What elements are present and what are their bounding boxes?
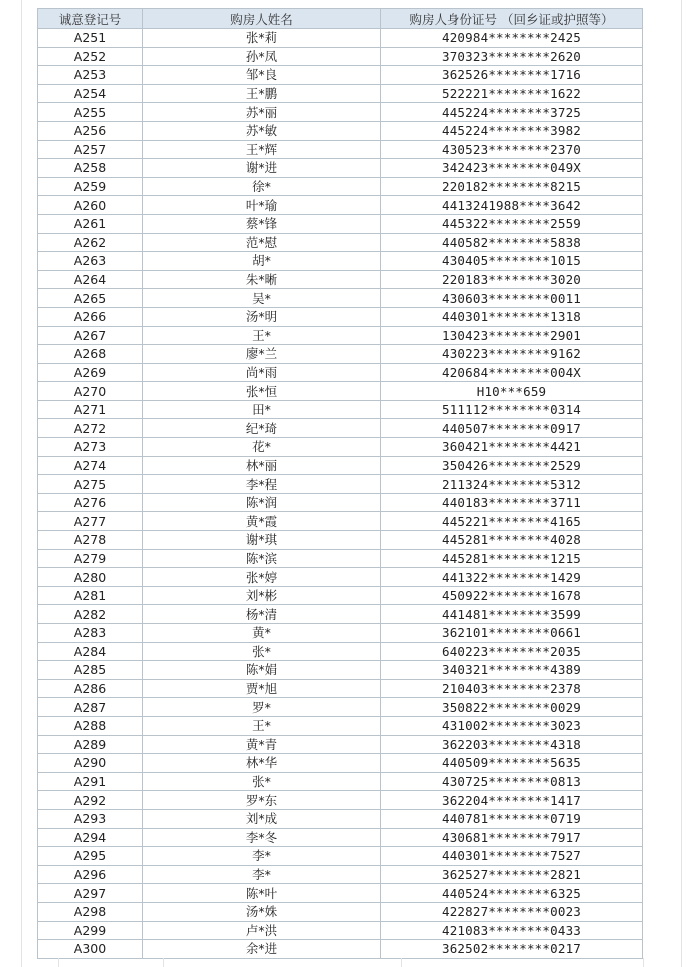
- registration-no-cell: A274: [38, 456, 143, 475]
- id-number-cell: 210403********2378: [381, 679, 643, 698]
- id-number-cell: 220183********3020: [381, 270, 643, 289]
- column-divider: [401, 958, 402, 967]
- buyer-name-cell: 贾*旭: [143, 679, 381, 698]
- table-row: [38, 419, 643, 438]
- table-row: [38, 661, 643, 680]
- registration-no-cell: A296: [38, 865, 143, 884]
- registration-no-cell: A297: [38, 884, 143, 903]
- id-number-cell: 445322********2559: [381, 214, 643, 233]
- table-row: [38, 233, 643, 252]
- table-row: [38, 940, 643, 959]
- id-number-cell: 422827********0023: [381, 902, 643, 921]
- registration-no-cell: A264: [38, 270, 143, 289]
- buyer-name-cell: 黄*: [143, 624, 381, 643]
- table-row: [38, 270, 643, 289]
- registration-no-cell: A286: [38, 679, 143, 698]
- registration-no-cell: A272: [38, 419, 143, 438]
- table-row: [38, 307, 643, 326]
- table-row: [38, 400, 643, 419]
- table-row: [38, 103, 643, 122]
- table-row: [38, 456, 643, 475]
- buyer-name-cell: 张*恒: [143, 382, 381, 401]
- table-row: [38, 605, 643, 624]
- buyer-name-cell: 刘*彬: [143, 586, 381, 605]
- id-number-cell: 445224********3725: [381, 103, 643, 122]
- registration-no-cell: A255: [38, 103, 143, 122]
- registration-no-cell: A258: [38, 159, 143, 178]
- buyer-name-cell: 吴*: [143, 289, 381, 308]
- id-number-cell: 342423********049X: [381, 159, 643, 178]
- buyer-name-cell: 黄*霞: [143, 512, 381, 531]
- buyer-name-cell: 林*丽: [143, 456, 381, 475]
- table-row: [38, 549, 643, 568]
- table-row: [38, 735, 643, 754]
- id-number-cell: 420684********004X: [381, 363, 643, 382]
- table-row: [38, 196, 643, 215]
- registration-no-cell: A282: [38, 605, 143, 624]
- id-number-cell: 440582********5838: [381, 233, 643, 252]
- id-number-cell: 445221********4165: [381, 512, 643, 531]
- registration-no-cell: A259: [38, 177, 143, 196]
- table-row: [38, 698, 643, 717]
- id-number-cell: 370323********2620: [381, 47, 643, 66]
- header-id-number: 购房人身份证号 （回乡证或护照等）: [381, 9, 643, 29]
- table-row: [38, 475, 643, 494]
- id-number-cell: 445281********1215: [381, 549, 643, 568]
- registration-no-cell: A267: [38, 326, 143, 345]
- header-buyer-name: 购房人姓名: [143, 9, 381, 29]
- buyer-name-cell: 林*华: [143, 754, 381, 773]
- table-row: [38, 754, 643, 773]
- table-row: [38, 865, 643, 884]
- buyer-name-cell: 张*: [143, 642, 381, 661]
- id-number-cell: 362204********1417: [381, 791, 643, 810]
- registration-no-cell: A263: [38, 252, 143, 271]
- buyer-name-cell: 陈*滨: [143, 549, 381, 568]
- table-row: [38, 884, 643, 903]
- registration-no-cell: A251: [38, 29, 143, 48]
- buyer-name-cell: 罗*东: [143, 791, 381, 810]
- registration-no-cell: A279: [38, 549, 143, 568]
- table-row: [38, 326, 643, 345]
- id-number-cell: 211324********5312: [381, 475, 643, 494]
- table-row: [38, 791, 643, 810]
- buyer-name-cell: 邹*良: [143, 66, 381, 85]
- table-body: [38, 29, 643, 959]
- buyer-name-cell: 陈*娟: [143, 661, 381, 680]
- registration-no-cell: A285: [38, 661, 143, 680]
- table-row: [38, 382, 643, 401]
- table-row: [38, 531, 643, 550]
- buyer-name-cell: 孙*凤: [143, 47, 381, 66]
- buyer-name-cell: 陈*润: [143, 493, 381, 512]
- registration-no-cell: A252: [38, 47, 143, 66]
- buyer-name-cell: 张*莉: [143, 29, 381, 48]
- registration-no-cell: A298: [38, 902, 143, 921]
- table-row: [38, 47, 643, 66]
- header-row: [38, 9, 643, 29]
- id-number-cell: 350822********0029: [381, 698, 643, 717]
- table-row: [38, 177, 643, 196]
- table-row: [38, 568, 643, 587]
- registration-no-cell: A265: [38, 289, 143, 308]
- registration-no-cell: A261: [38, 214, 143, 233]
- registration-no-cell: A287: [38, 698, 143, 717]
- table-row: [38, 679, 643, 698]
- registration-no-cell: A292: [38, 791, 143, 810]
- id-number-cell: 522221********1622: [381, 84, 643, 103]
- table-row: [38, 921, 643, 940]
- id-number-cell: 440507********0917: [381, 419, 643, 438]
- id-number-cell: 440781********0719: [381, 809, 643, 828]
- table-row: [38, 493, 643, 512]
- registration-no-cell: A256: [38, 121, 143, 140]
- id-number-cell: 220182********8215: [381, 177, 643, 196]
- registration-no-cell: A253: [38, 66, 143, 85]
- registration-no-cell: A260: [38, 196, 143, 215]
- registration-no-cell: A284: [38, 642, 143, 661]
- buyer-name-cell: 王*辉: [143, 140, 381, 159]
- buyer-name-cell: 王*鹏: [143, 84, 381, 103]
- buyer-name-cell: 朱*晰: [143, 270, 381, 289]
- table-row: [38, 214, 643, 233]
- buyer-name-cell: 廖*兰: [143, 345, 381, 364]
- registration-no-cell: A276: [38, 493, 143, 512]
- registration-no-cell: A270: [38, 382, 143, 401]
- registration-no-cell: A262: [38, 233, 143, 252]
- buyer-name-cell: 胡*: [143, 252, 381, 271]
- table-row: [38, 902, 643, 921]
- buyer-name-cell: 徐*: [143, 177, 381, 196]
- table-row: [38, 140, 643, 159]
- id-number-cell: 420984********2425: [381, 29, 643, 48]
- buyer-name-cell: 卢*洪: [143, 921, 381, 940]
- id-number-cell: 440301********1318: [381, 307, 643, 326]
- registration-no-cell: A269: [38, 363, 143, 382]
- buyer-name-cell: 李*: [143, 865, 381, 884]
- table-row: [38, 363, 643, 382]
- table-row: [38, 29, 643, 48]
- buyer-name-cell: 谢*琪: [143, 531, 381, 550]
- buyer-name-cell: 范*慰: [143, 233, 381, 252]
- registration-no-cell: A290: [38, 754, 143, 773]
- buyer-name-cell: 张*: [143, 772, 381, 791]
- registration-no-cell: A278: [38, 531, 143, 550]
- table-row: [38, 252, 643, 271]
- buyer-name-cell: 余*进: [143, 940, 381, 959]
- registration-no-cell: A277: [38, 512, 143, 531]
- id-number-cell: H10***659: [381, 382, 643, 401]
- table-row: [38, 512, 643, 531]
- buyer-name-cell: 李*程: [143, 475, 381, 494]
- buyer-name-cell: 汤*姝: [143, 902, 381, 921]
- buyer-name-cell: 杨*清: [143, 605, 381, 624]
- id-number-cell: 441481********3599: [381, 605, 643, 624]
- registration-no-cell: A266: [38, 307, 143, 326]
- id-number-cell: 430405********1015: [381, 252, 643, 271]
- buyer-registration-table: [37, 8, 643, 959]
- id-number-cell: 362526********1716: [381, 66, 643, 85]
- table-row: [38, 84, 643, 103]
- id-number-cell: 430223********9162: [381, 345, 643, 364]
- id-number-cell: 362527********2821: [381, 865, 643, 884]
- table-row: [38, 159, 643, 178]
- buyer-name-cell: 蔡*锋: [143, 214, 381, 233]
- buyer-name-cell: 王*: [143, 326, 381, 345]
- header-registration-no: 诚意登记号: [38, 9, 143, 29]
- buyer-name-cell: 苏*丽: [143, 103, 381, 122]
- id-number-cell: 450922********1678: [381, 586, 643, 605]
- id-number-cell: 430725********0813: [381, 772, 643, 791]
- id-number-cell: 640223********2035: [381, 642, 643, 661]
- buyer-name-cell: 王*: [143, 716, 381, 735]
- table-row: [38, 809, 643, 828]
- buyer-name-cell: 黄*青: [143, 735, 381, 754]
- id-number-cell: 362101********0661: [381, 624, 643, 643]
- table-row: [38, 642, 643, 661]
- table-row: [38, 772, 643, 791]
- buyer-name-cell: 尚*雨: [143, 363, 381, 382]
- id-number-cell: 440183********3711: [381, 493, 643, 512]
- buyer-name-cell: 苏*敏: [143, 121, 381, 140]
- registration-no-cell: A273: [38, 438, 143, 457]
- registration-no-cell: A275: [38, 475, 143, 494]
- table-continuation: [58, 958, 644, 967]
- buyer-name-cell: 陈*叶: [143, 884, 381, 903]
- id-number-cell: 362502********0217: [381, 940, 643, 959]
- id-number-cell: 445224********3982: [381, 121, 643, 140]
- table-row: [38, 828, 643, 847]
- table-row: [38, 345, 643, 364]
- id-number-cell: 430603********0011: [381, 289, 643, 308]
- id-number-cell: 421083********0433: [381, 921, 643, 940]
- buyer-name-cell: 叶*瑜: [143, 196, 381, 215]
- id-number-cell: 445281********4028: [381, 531, 643, 550]
- table-row: [38, 121, 643, 140]
- registration-no-cell: A280: [38, 568, 143, 587]
- registration-no-cell: A291: [38, 772, 143, 791]
- id-number-cell: 430681********7917: [381, 828, 643, 847]
- id-number-cell: 4413241988****3642: [381, 196, 643, 215]
- registration-no-cell: A299: [38, 921, 143, 940]
- registration-no-cell: A289: [38, 735, 143, 754]
- table-row: [38, 716, 643, 735]
- id-number-cell: 430523********2370: [381, 140, 643, 159]
- id-number-cell: 340321********4389: [381, 661, 643, 680]
- table-row: [38, 289, 643, 308]
- table-row: [38, 438, 643, 457]
- registration-no-cell: A283: [38, 624, 143, 643]
- buyer-name-cell: 纪*琦: [143, 419, 381, 438]
- buyer-name-cell: 刘*成: [143, 809, 381, 828]
- table-row: [38, 624, 643, 643]
- registration-no-cell: A268: [38, 345, 143, 364]
- id-number-cell: 350426********2529: [381, 456, 643, 475]
- registration-no-cell: A293: [38, 809, 143, 828]
- id-number-cell: 362203********4318: [381, 735, 643, 754]
- table-row: [38, 586, 643, 605]
- registration-no-cell: A271: [38, 400, 143, 419]
- buyer-name-cell: 谢*进: [143, 159, 381, 178]
- table-row: [38, 847, 643, 866]
- registration-no-cell: A281: [38, 586, 143, 605]
- buyer-name-cell: 花*: [143, 438, 381, 457]
- registration-no-cell: A295: [38, 847, 143, 866]
- id-number-cell: 440301********7527: [381, 847, 643, 866]
- buyer-name-cell: 罗*: [143, 698, 381, 717]
- id-number-cell: 440524********6325: [381, 884, 643, 903]
- buyer-name-cell: 田*: [143, 400, 381, 419]
- column-divider: [163, 958, 164, 967]
- buyer-name-cell: 张*婷: [143, 568, 381, 587]
- table-row: [38, 66, 643, 85]
- registration-no-cell: A257: [38, 140, 143, 159]
- id-number-cell: 130423********2901: [381, 326, 643, 345]
- id-number-cell: 431002********3023: [381, 716, 643, 735]
- registration-no-cell: A254: [38, 84, 143, 103]
- id-number-cell: 440509********5635: [381, 754, 643, 773]
- id-number-cell: 360421********4421: [381, 438, 643, 457]
- id-number-cell: 511112********0314: [381, 400, 643, 419]
- buyer-name-cell: 李*冬: [143, 828, 381, 847]
- buyer-name-cell: 汤*明: [143, 307, 381, 326]
- registration-no-cell: A294: [38, 828, 143, 847]
- registration-no-cell: A300: [38, 940, 143, 959]
- registration-no-cell: A288: [38, 716, 143, 735]
- id-number-cell: 441322********1429: [381, 568, 643, 587]
- buyer-name-cell: 李*: [143, 847, 381, 866]
